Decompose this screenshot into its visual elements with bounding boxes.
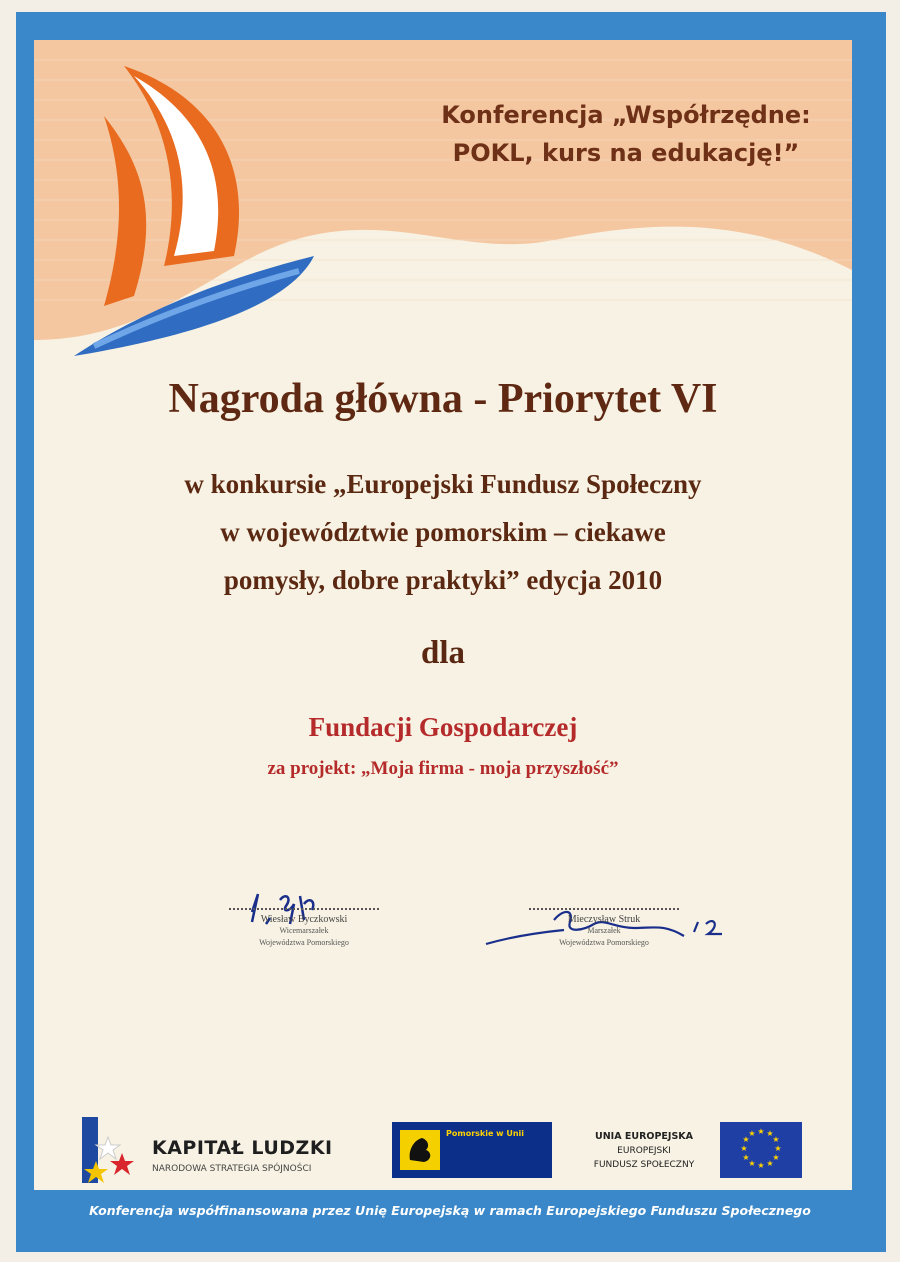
svg-text:★: ★ xyxy=(774,1144,782,1153)
eu-fund-line: FUNDUSZ SPOŁECZNY xyxy=(593,1160,695,1170)
signer-role: Marszałek xyxy=(587,926,621,935)
certificate-body xyxy=(34,40,852,1190)
project-title: za projekt: „Moja firma - moja przyszłość” xyxy=(267,758,619,779)
conference-title: Konferencja „Współrzędne: POKL, kurs na edukację!” xyxy=(441,101,811,167)
signature-line xyxy=(229,908,379,910)
griffin-icon xyxy=(400,1130,440,1170)
svg-text:★: ★ xyxy=(766,1129,774,1138)
eu-fund-line: EUROPEJSKI xyxy=(617,1146,671,1156)
signature-block-left xyxy=(184,908,424,949)
svg-text:★: ★ xyxy=(742,1153,750,1162)
subtitle-line: w konkursie „Europejski Fundusz Społeczny xyxy=(184,469,702,499)
svg-text:★: ★ xyxy=(748,1129,756,1138)
recipient-name: Fundacji Gospodarczej xyxy=(308,712,578,742)
signature-block-right xyxy=(484,908,724,949)
signer-role: Wicemarszałek xyxy=(279,926,329,935)
kapital-ludzki-title: KAPITAŁ LUDZKI xyxy=(152,1137,333,1159)
eu-text-block xyxy=(574,1130,714,1172)
kapital-ludzki-logo xyxy=(78,1115,138,1185)
award-heading: Nagroda główna - Priorytet VI xyxy=(168,376,718,422)
sponsor-logos-bar xyxy=(34,1100,852,1190)
subtitle-line: pomysły, dobre praktyki” edycja 2010 xyxy=(223,565,663,595)
svg-text:★: ★ xyxy=(766,1159,774,1168)
eu-stars-icon xyxy=(720,1122,802,1178)
signer-name: Wiesław Byczkowski xyxy=(260,914,348,925)
signer-role: Województwa Pomorskiego xyxy=(259,938,349,947)
eu-title: UNIA EUROPEJSKA xyxy=(595,1131,693,1142)
svg-text:★: ★ xyxy=(772,1135,780,1144)
svg-text:★: ★ xyxy=(757,1161,765,1170)
eu-flag xyxy=(720,1122,802,1178)
subtitle-line: w województwie pomorskim – ciekawe xyxy=(220,517,666,547)
for-label: dla xyxy=(420,635,466,671)
signer-name: Mieczysław Struk xyxy=(567,914,641,925)
svg-text:★: ★ xyxy=(772,1153,780,1162)
footer-cofinancing-note: Konferencja współfinansowana przez Unię Europejską w ramach Europejskiego Funduszu Społecznego xyxy=(89,1203,811,1218)
award-subtitle xyxy=(74,460,812,604)
signer-role: Województwa Pomorskiego xyxy=(559,938,649,947)
sailboat-logo xyxy=(64,56,324,356)
svg-text:★: ★ xyxy=(740,1144,748,1153)
svg-text:★: ★ xyxy=(742,1135,750,1144)
pomorskie-text: Pomorskie w Unii xyxy=(446,1129,525,1138)
kapital-ludzki-subtitle: NARODOWA STRATEGIA SPÓJNOŚCI xyxy=(152,1164,312,1174)
svg-text:★: ★ xyxy=(757,1127,765,1136)
signature-line xyxy=(529,908,679,910)
svg-text:★: ★ xyxy=(748,1159,756,1168)
